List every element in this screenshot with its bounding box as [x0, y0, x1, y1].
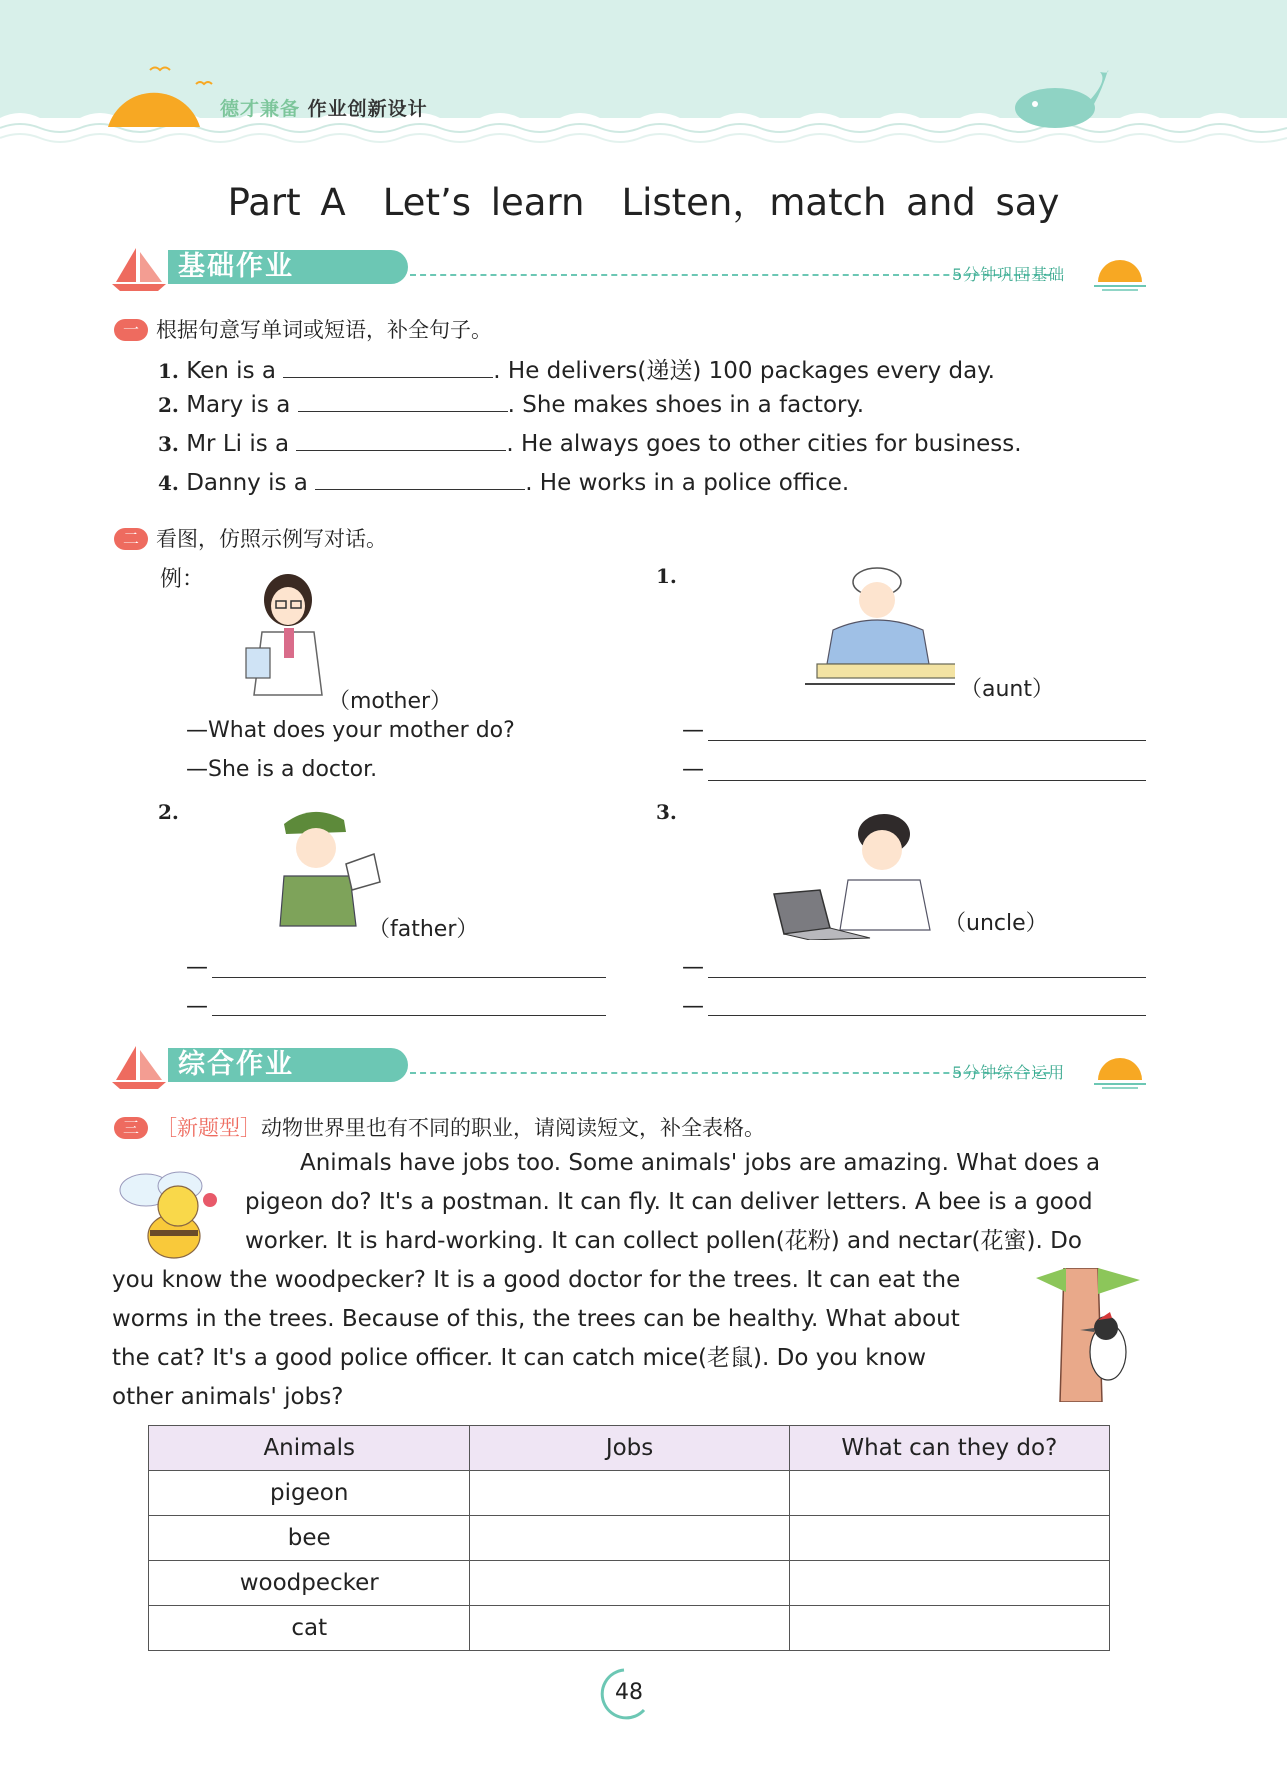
q2-item-3-caption: （uncle）	[944, 911, 1048, 936]
example-label: 例：	[160, 567, 205, 592]
answer-blank[interactable]	[283, 357, 493, 378]
answer-blank[interactable]	[298, 391, 508, 412]
q2-item-1-caption: （aunt）	[960, 677, 1054, 702]
q2-badge: 二	[114, 528, 148, 550]
brand-green: 德才兼备	[220, 98, 301, 120]
item-before: Mr Li is a	[186, 431, 290, 457]
table-cell-job[interactable]	[470, 1606, 789, 1651]
dash: —	[682, 718, 704, 743]
section-label: 综合作业	[168, 1048, 408, 1082]
header-band	[0, 0, 1287, 150]
passage-line-3: worker. It is hard-working. It can collect pollen(花粉) and nectar(花蜜). Do	[245, 1228, 1082, 1254]
item-number: 1.	[158, 359, 179, 383]
section-label: 基础作业	[168, 250, 408, 284]
answer-line[interactable]	[708, 740, 1146, 741]
passage-line-6: the cat? It's a good police officer. It can catch mice(老鼠). Do you know	[112, 1345, 927, 1371]
answer-blank[interactable]	[296, 430, 506, 451]
dash: —	[682, 757, 704, 782]
table-cell-ability[interactable]	[789, 1471, 1109, 1516]
sailboat-icon	[110, 1044, 170, 1090]
woodpecker-illustration	[1036, 1268, 1146, 1402]
table-cell-job[interactable]	[470, 1516, 789, 1561]
answer-line[interactable]	[708, 1015, 1146, 1016]
example-question: —What does your mother do?	[186, 718, 515, 743]
q3-tag: ［新题型］	[156, 1116, 261, 1140]
doctor-illustration	[240, 570, 330, 705]
passage-line-2: pigeon do? It's a postman. It can fly. It can deliver letters. A bee is a good	[245, 1189, 1093, 1215]
q1-instruction	[114, 314, 492, 344]
table-header-cell: Jobs	[470, 1426, 789, 1471]
section-side-note: 5分钟巩固基础	[952, 265, 1066, 284]
bee-illustration	[112, 1150, 222, 1260]
q3-instruction-text: 动物世界里也有不同的职业，请阅读短文，补全表格。	[261, 1116, 765, 1140]
brand-dark: 作业创新设计	[307, 98, 428, 120]
page-number: 48	[615, 1680, 643, 1705]
sunset-icon	[1092, 256, 1148, 292]
answer-line[interactable]	[212, 1015, 606, 1016]
q3-badge: 三	[114, 1117, 148, 1139]
office-worker-illustration	[770, 810, 940, 940]
table-cell-ability[interactable]	[789, 1606, 1109, 1651]
section-banner-basic	[110, 246, 1150, 294]
q1-item-1	[158, 352, 995, 385]
q2-item-1-number: 1.	[656, 564, 677, 588]
table-cell-animal: cat	[149, 1606, 470, 1651]
passage-line-7: other animals' jobs?	[112, 1384, 344, 1410]
q2-item-2-caption: （father）	[368, 917, 479, 942]
example-answer: —She is a doctor.	[186, 757, 378, 782]
dash: —	[682, 994, 704, 1019]
item-after: . She makes shoes in a factory.	[507, 392, 865, 418]
item-number: 3.	[158, 432, 179, 456]
item-number: 2.	[158, 393, 179, 417]
q2-item-3-number: 3.	[656, 800, 677, 824]
answer-blank[interactable]	[315, 469, 525, 490]
sailboat-icon	[110, 246, 170, 292]
table-cell-ability[interactable]	[789, 1561, 1109, 1606]
page-title: Part A Let’s learn Listen，match and say	[227, 181, 1060, 224]
table-row	[149, 1471, 1110, 1516]
brand-title	[220, 94, 428, 121]
q1-badge: 一	[114, 319, 148, 341]
item-after: . He works in a police office.	[525, 470, 850, 496]
table-cell-job[interactable]	[470, 1561, 789, 1606]
factory-worker-illustration	[805, 564, 955, 690]
table-header-cell: Animals	[149, 1426, 470, 1471]
table-row	[149, 1516, 1110, 1561]
answer-line[interactable]	[708, 780, 1146, 781]
item-after: . He delivers(递送) 100 packages every day.	[493, 358, 995, 384]
table-cell-job[interactable]	[470, 1471, 789, 1516]
item-number: 4.	[158, 471, 179, 495]
table-row	[149, 1606, 1110, 1651]
answer-line[interactable]	[708, 977, 1146, 978]
dash: —	[186, 994, 208, 1019]
q1-item-2	[158, 391, 864, 418]
table-row	[149, 1561, 1110, 1606]
passage-line-5: worms in the trees. Because of this, the trees can be healthy. What about	[112, 1306, 960, 1332]
item-before: Ken is a	[186, 358, 276, 384]
jobs-table	[148, 1425, 1110, 1651]
dash: —	[186, 955, 208, 980]
table-cell-animal: bee	[149, 1516, 470, 1561]
q2-instruction-text: 看图，仿照示例写对话。	[156, 527, 387, 551]
answer-line[interactable]	[212, 977, 606, 978]
table-cell-animal: woodpecker	[149, 1561, 470, 1606]
item-before: Mary is a	[186, 392, 291, 418]
passage-line-4: you know the woodpecker? It is a good doctor for the trees. It can eat the	[112, 1267, 961, 1293]
q2-item-2-number: 2.	[158, 800, 179, 824]
item-before: Danny is a	[186, 470, 308, 496]
table-header-cell: What can they do?	[789, 1426, 1109, 1471]
item-after: . He always goes to other cities for business.	[506, 431, 1022, 457]
postman-illustration	[272, 806, 382, 932]
table-header-row	[149, 1426, 1110, 1471]
sunset-icon	[1092, 1054, 1148, 1090]
q2-instruction	[114, 523, 387, 553]
section-side-note: 5分钟综合运用	[952, 1063, 1066, 1082]
q1-item-4	[158, 469, 849, 496]
passage-line-1: Animals have jobs too. Some animals' jobs are amazing. What does a	[300, 1150, 1101, 1176]
q1-item-3	[158, 430, 1022, 457]
table-cell-animal: pigeon	[149, 1471, 470, 1516]
table-cell-ability[interactable]	[789, 1516, 1109, 1561]
section-banner-comprehensive	[110, 1044, 1150, 1092]
q3-instruction	[114, 1112, 765, 1142]
dash: —	[682, 955, 704, 980]
example-caption: （mother）	[328, 689, 453, 714]
q1-instruction-text: 根据句意写单词或短语，补全句子。	[156, 318, 492, 342]
